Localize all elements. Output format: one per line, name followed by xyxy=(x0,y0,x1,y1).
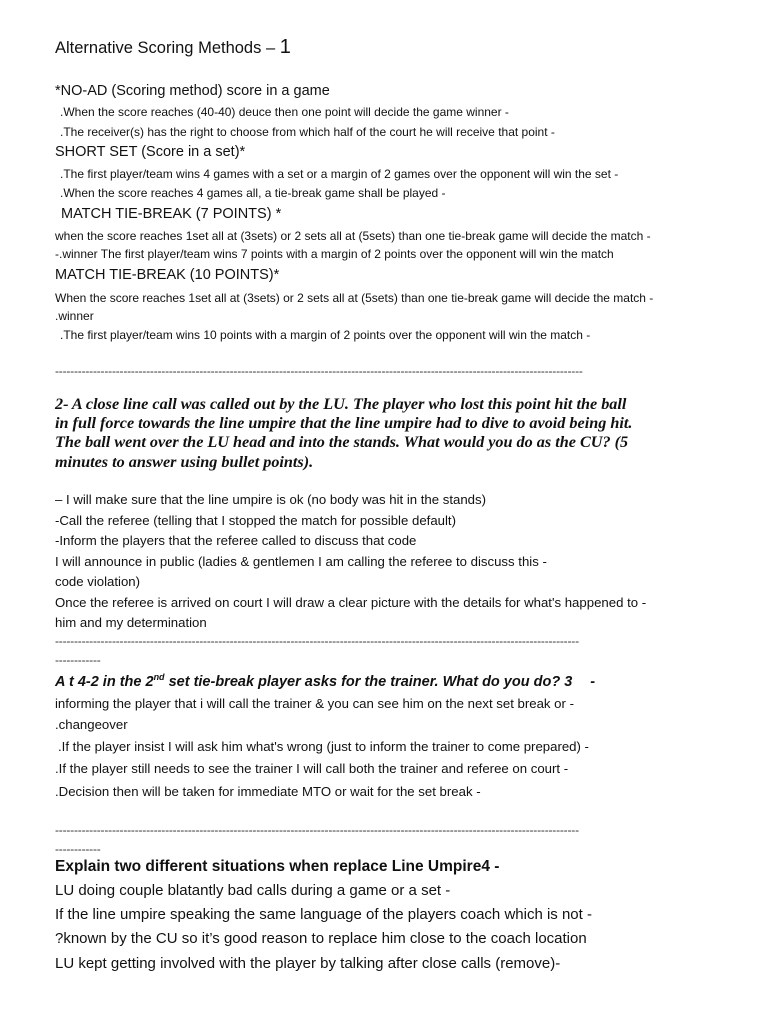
title-text: Alternative Scoring Methods – xyxy=(55,39,280,57)
answer-3-line-2: .changeover xyxy=(55,717,128,732)
separator-3b: ------------ xyxy=(55,842,101,856)
mtb7-line-1: when the score reaches 1set all at (3sets) or 2 sets all at (5sets) than one tie-break game will decide the match - xyxy=(55,229,651,243)
answer-2-line-2: -Call the referee (telling that I stopped the match for possible default) xyxy=(55,513,456,528)
mtb10-line-3: .The first player/team wins 10 points with a margin of 2 points over the opponent will win the match - xyxy=(60,328,591,342)
answer-4-line-3: ?known by the CU so it’s good reason to replace him close to the coach location xyxy=(55,930,587,947)
answer-3-line-5: .Decision then will be taken for immediate MTO or wait for the set break - xyxy=(55,784,481,799)
mtb7-line-2: -.winner The first player/team wins 7 points with a margin of 2 points over the opponent will win the match xyxy=(55,247,614,261)
mtb10-line-1: When the score reaches 1set all at (3sets) or 2 sets all at (5sets) than one tie-break game will decide the match - xyxy=(55,291,654,305)
mtb10-line-2: .winner xyxy=(55,309,94,323)
answer-2-line-4: I will announce in public (ladies & gentlemen I am calling the referee to discuss this - xyxy=(55,554,547,569)
question-2-line-1: 2- A close line call was called out by the LU. The player who lost this point hit the ball xyxy=(55,395,627,413)
separator-1: ------------------------------------------------------------------------------------------------------------------------------------------- xyxy=(55,364,583,378)
mtb7-heading: MATCH TIE-BREAK (7 POINTS) * xyxy=(61,206,282,222)
answer-2-line-1: – I will make sure that the line umpire is ok (no body was hit in the stands) xyxy=(55,492,486,507)
noad-line-1: .When the score reaches (40-40) deuce then one point will decide the game winner - xyxy=(60,105,509,119)
short-set-heading: SHORT SET (Score in a set)* xyxy=(55,144,246,160)
question-3 xyxy=(55,672,595,690)
separator-2b: ------------ xyxy=(55,653,101,667)
noad-line-2: .The receiver(s) has the right to choose from which half of the court he will receive that point - xyxy=(60,125,555,139)
answer-2-line-6: Once the referee is arrived on court I will draw a clear picture with the details for what's happened to - xyxy=(55,595,647,610)
question-3-text-post: set tie-break player asks for the trainer. What do you do? 3 xyxy=(164,673,573,690)
separator-3a: ------------------------------------------------------------------------------------------------------------------------------------------ xyxy=(55,823,579,837)
short-set-line-2: .When the score reaches 4 games all, a tie-break game shall be played - xyxy=(60,186,446,200)
answer-4-line-1: LU doing couple blatantly bad calls during a game or a set - xyxy=(55,882,451,899)
answer-2-line-5: code violation) xyxy=(55,574,141,589)
answer-3-line-4: .If the player still needs to see the trainer I will call both the trainer and referee on court - xyxy=(55,761,569,776)
mtb10-heading: MATCH TIE-BREAK (10 POINTS)* xyxy=(55,267,280,283)
separator-2a: ------------------------------------------------------------------------------------------------------------------------------------------ xyxy=(55,634,579,648)
title-number: 1 xyxy=(279,36,291,58)
question-3-text-pre: A t 4-2 in the 2 xyxy=(55,673,154,690)
noad-heading: *NO-AD (Scoring method) score in a game xyxy=(55,83,330,99)
question-3-superscript: nd xyxy=(153,672,165,682)
question-3-dash: - xyxy=(590,673,596,690)
answer-3-line-3: .If the player insist I will ask him what's wrong (just to inform the trainer to come prepared) - xyxy=(58,739,589,754)
question-4: Explain two different situations when replace Line Umpire4 - xyxy=(55,858,500,875)
answer-4-line-4: LU kept getting involved with the player by talking after close calls (remove)- xyxy=(55,955,561,972)
short-set-line-1: .The first player/team wins 4 games with a set or a margin of 2 games over the opponent will win the set - xyxy=(60,167,619,181)
question-2-line-3: The ball went over the LU head and into the stands. What would you do as the CU? (5 xyxy=(55,433,629,451)
answer-2-line-3: -Inform the players that the referee called to discuss that code xyxy=(55,533,417,548)
question-2-line-4: minutes to answer using bullet points). xyxy=(55,453,314,471)
page-title xyxy=(55,36,291,59)
answer-3-line-1: informing the player that i will call the trainer & you can see him on the next set break or - xyxy=(55,696,574,711)
answer-2-line-7: him and my determination xyxy=(55,615,207,630)
question-2-line-2: in full force towards the line umpire that the line umpire had to dive to avoid being hit. xyxy=(55,414,633,432)
answer-4-line-2: If the line umpire speaking the same language of the players coach which is not - xyxy=(55,906,592,923)
